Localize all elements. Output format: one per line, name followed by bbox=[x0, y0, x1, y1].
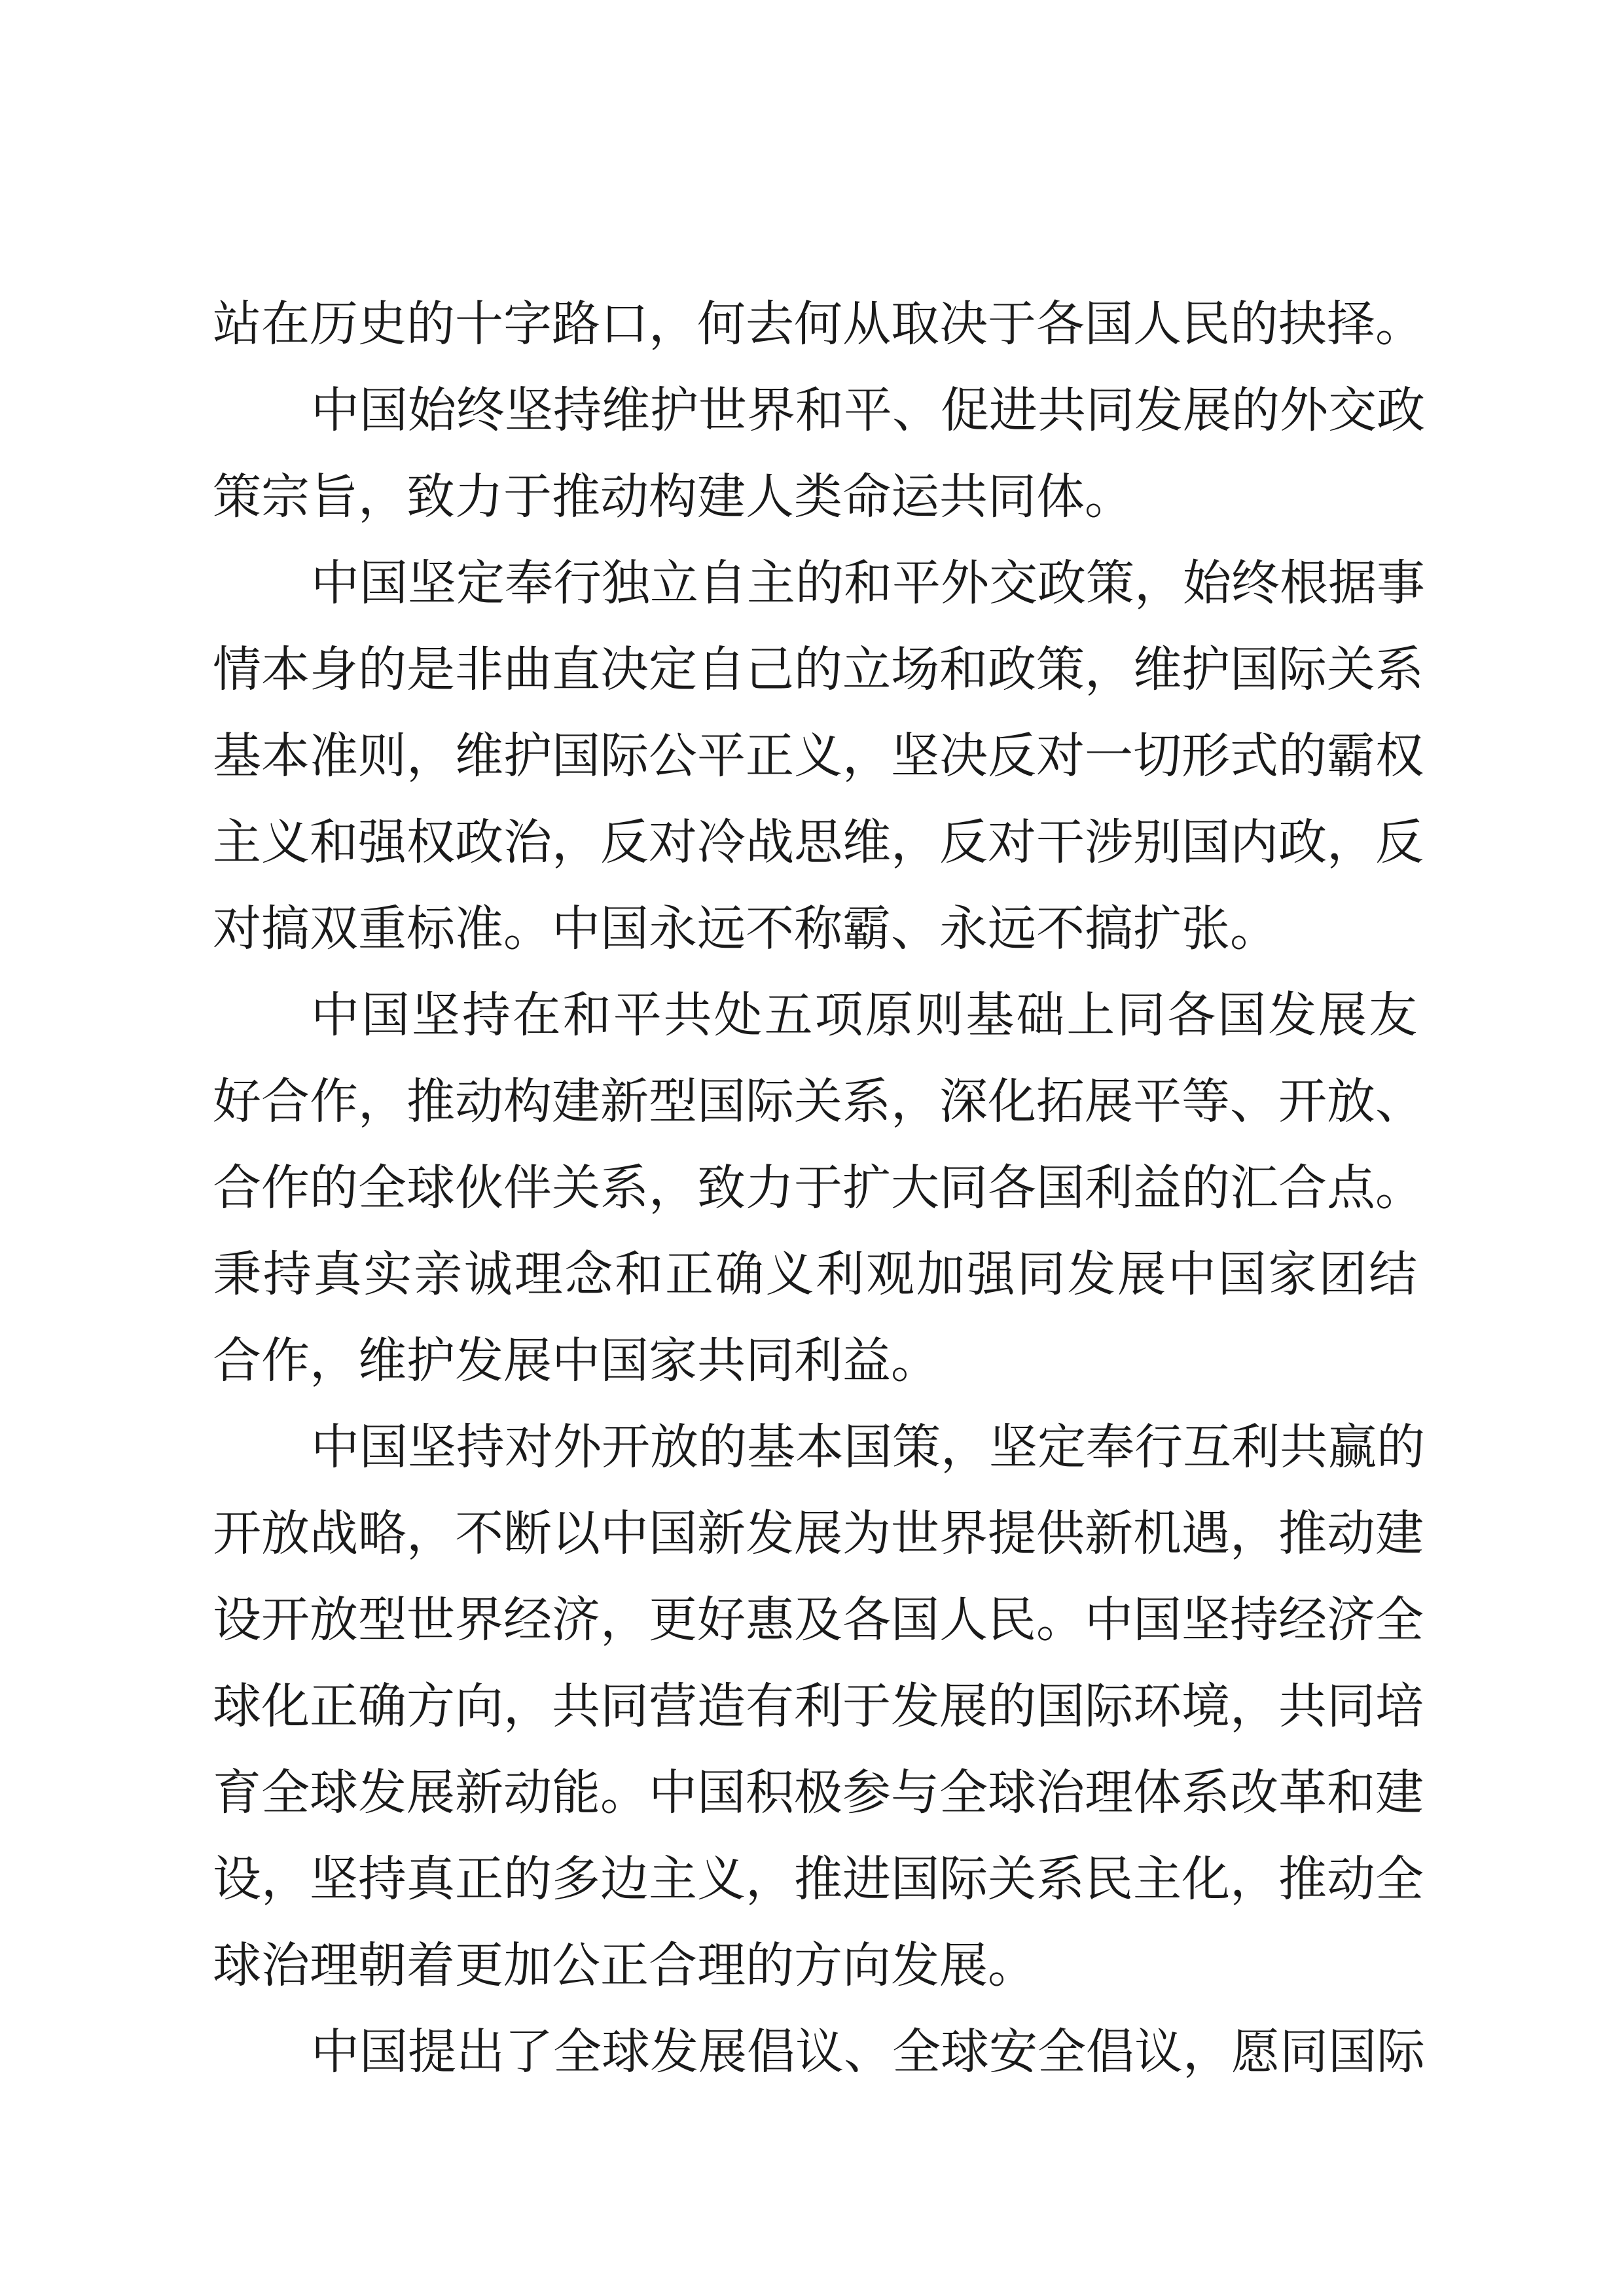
text-line: 基本准则，维护国际公平正义，坚决反对一切形式的霸权 bbox=[213, 728, 1424, 784]
text-line: 球治理朝着更加公正合理的方向发展。 bbox=[213, 1937, 1036, 1994]
text-line: 合作的全球伙伴关系，致力于扩大同各国利益的汇合点。 bbox=[213, 1160, 1424, 1216]
text-line: 育全球发展新动能。中国积极参与全球治理体系改革和建 bbox=[213, 1765, 1424, 1821]
text-line: 秉持真实亲诚理念和正确义利观加强同发展中国家团结 bbox=[213, 1246, 1417, 1302]
text-line: 站在历史的十字路口，何去何从取决于各国人民的抉择。 bbox=[213, 296, 1424, 352]
paragraph-first-line: 中国始终坚持维护世界和平、促进共同发展的外交政 bbox=[311, 382, 1425, 439]
paragraph-first-line: 中国坚持在和平共处五项原则基础上同各国发展友 bbox=[311, 987, 1417, 1043]
text-line: 主义和强权政治，反对冷战思维，反对干涉别国内政，反 bbox=[213, 814, 1424, 870]
text-line: 球化正确方向，共同营造有利于发展的国际环境，共同培 bbox=[213, 1678, 1424, 1734]
text-line: 开放战略，不断以中国新发展为世界提供新机遇，推动建 bbox=[213, 1505, 1424, 1562]
text-line: 对搞双重标准。中国永远不称霸、永远不搞扩张。 bbox=[213, 901, 1278, 957]
paragraph-first-line: 中国坚定奉行独立自主的和平外交政策，始终根据事 bbox=[311, 555, 1425, 611]
text-line: 情本身的是非曲直决定自己的立场和政策，维护国际关系 bbox=[213, 641, 1424, 698]
text-line: 合作，维护发展中国家共同利益。 bbox=[213, 1333, 939, 1389]
paragraph-first-line: 中国提出了全球发展倡议、全球安全倡议，愿同国际 bbox=[311, 2024, 1425, 2080]
text-line: 设开放型世界经济，更好惠及各国人民。中国坚持经济全 bbox=[213, 1592, 1424, 1648]
paragraph-first-line: 中国坚持对外开放的基本国策，坚定奉行互利共赢的 bbox=[311, 1419, 1425, 1475]
text-line: 策宗旨，致力于推动构建人类命运共同体。 bbox=[213, 469, 1133, 525]
text-line: 好合作，推动构建新型国际关系，深化拓展平等、开放、 bbox=[213, 1073, 1424, 1130]
text-line: 设，坚持真正的多边主义，推进国际关系民主化，推动全 bbox=[213, 1851, 1424, 1907]
